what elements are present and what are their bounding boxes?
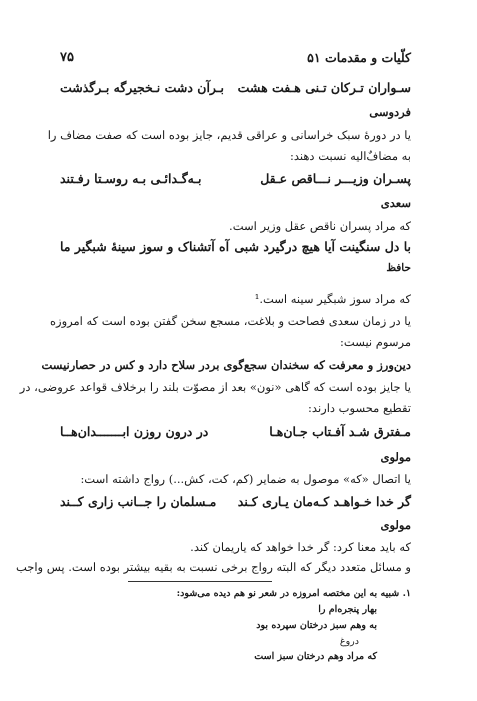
prose-line: یا در زمان سعدی فصاحت و بلاغت، مسجع سخن گفتن بوده است که امروزه [50, 314, 411, 328]
prose-line: دین‌ورز و معرفت که سخندان سجع‌گوی بردر سلاح دارد و کس در حصارنیست [41, 358, 411, 372]
prose-line: که باید معنا کرد: گر خدا خواهد که یاریمان کند. [190, 540, 411, 554]
hemistich-first: پسـران وزیـــر نـــاقص عـقل [260, 171, 411, 186]
poet-name: مولوی [380, 518, 411, 532]
prose-line: تقطیع محسوب دارند: [308, 401, 411, 415]
hemistich-second: مـسلمان را جــانب زاری کــند [60, 494, 217, 509]
hemistich-second: آه آتشناک و سوز سینهٔ شبگیر ما [60, 239, 230, 254]
prose-line: یا جایز بوده است که گاهی «نون» بعد از مصوّت بلند را برخلاف قواعد عروضی، در [19, 380, 411, 394]
verse-line [60, 494, 411, 514]
prose-line: و مسائل متعدد دیگر که البته رواج برخی نسبت به بقیه بیشتر بوده است. پس واجب [15, 560, 411, 574]
footnote-divider [128, 581, 272, 582]
hemistich-first: مـفترق شـد آفـتاب جـان‌هـا [269, 424, 411, 439]
poet-name: فردوسی [369, 105, 411, 119]
prose-line: که مراد سوز شبگیر سینه است.¹ [254, 292, 411, 306]
verse-line [60, 80, 411, 100]
header-title: کلّیات و مقدمات ۵۱ [307, 50, 411, 65]
hemistich-first: سـواران تـرکان تـنی هـفت هشت [237, 80, 411, 95]
poet-name: حافظ [386, 262, 411, 274]
verse-line [60, 171, 411, 191]
prose-line: یا اتصال «که» موصول به ضمایر (کم، کت، کش...) رواج داشته است: [80, 472, 411, 486]
footnote-poem-line: دروغ [339, 636, 359, 647]
prose-line: یا در دورهٔ سبک خراسانی و عراقی قدیم، جایز بوده است که صفت مضاف را [47, 128, 411, 142]
prose-line: مرسوم نیست: [340, 335, 411, 349]
hemistich-first: با دل سنگینت آیا هیچ درگیرد شبی [234, 239, 411, 254]
poet-name: سعدی [380, 196, 411, 210]
running-header [60, 50, 411, 70]
poet-name: مولوی [380, 450, 411, 464]
verse-line [60, 239, 411, 259]
hemistich-second: در درون روزن ابـــــــدان‌هــا [60, 424, 209, 439]
verse-line [60, 424, 411, 444]
hemistich-second: بـه‌گـدائـی بـه روسـتا رفـتند [60, 171, 202, 186]
prose-line: که مراد پسران ناقص عقل وزیر است. [229, 219, 411, 233]
footnote-text: ۱. شبیه به این مختصه امروزه در شعر نو هم دیده می‌شود: [176, 588, 411, 599]
hemistich-first: گر خدا خـواهـد کـه‌مان یـاری کـند [237, 494, 411, 509]
footnote-poem-line: بهار پنجره‌ام را [318, 604, 377, 615]
footnote-poem-line: که مراد وهم درختان سبز است [254, 651, 377, 662]
prose-line: به مضافٌ‌الیه نسبت دهند: [289, 149, 411, 163]
hemistich-second: بـرآن دشت نـخجیرگه بـرگذشت [60, 80, 224, 95]
footnote-poem-line: به وهم سبز درختان سپرده بود [256, 620, 377, 631]
page-number: ۷۵ [60, 50, 74, 65]
